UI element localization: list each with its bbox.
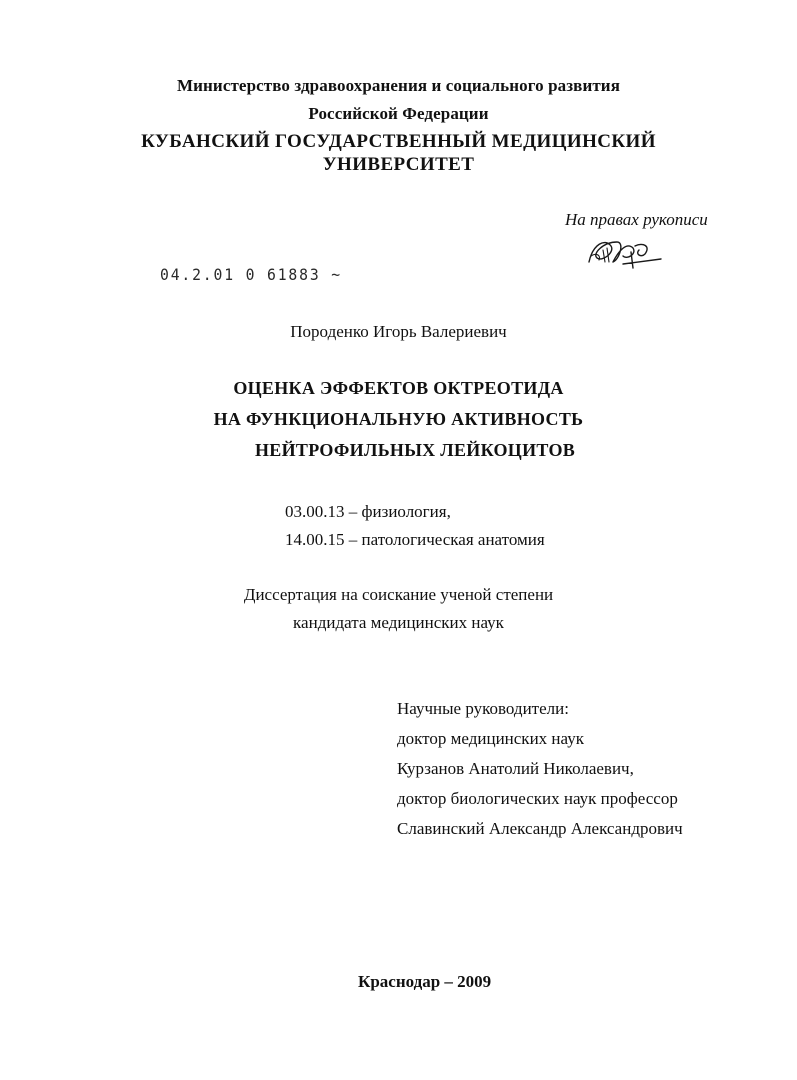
supervisor-line: доктор биологических наук профессор [397, 789, 678, 808]
dissertation-degree-line-1: Диссертация на соискание ученой степени [243, 585, 554, 604]
supervisor-line: Славинский Александр Александрович [397, 819, 683, 838]
specialty-physiology: 03.00.13 – физиология, [285, 502, 451, 521]
ministry-line-1: Министерство здравоохранения и социального развития [177, 76, 620, 95]
registration-number: 04.2.01 0 61883 ~ [160, 265, 342, 284]
title-line-3: НЕЙТРОФИЛЬНЫХ ЛЕЙКОЦИТОВ [255, 440, 576, 460]
handwritten-signature [583, 232, 663, 272]
dissertation-degree-line-2: кандидата медицинских наук [293, 613, 504, 632]
supervisors-heading: Научные руководители: [397, 699, 569, 718]
ministry-line-2: Российской Федерации [308, 104, 489, 123]
title-line-1: ОЦЕНКА ЭФФЕКТОВ ОКТРЕОТИДА [233, 378, 564, 398]
university-line-2: УНИВЕРСИТЕТ [322, 154, 475, 175]
specialty-pathology: 14.00.15 – патологическая анатомия [285, 530, 545, 549]
supervisor-line: доктор медицинских наук [397, 729, 584, 748]
city-year: Краснодар – 2009 [358, 972, 492, 991]
signature-icon [583, 232, 663, 272]
author-name: Породенко Игорь Валериевич [290, 322, 507, 341]
university-line-1: КУБАНСКИЙ ГОСУДАРСТВЕННЫЙ МЕДИЦИНСКИЙ [141, 131, 656, 152]
supervisors-block [397, 694, 683, 844]
title-line-2: НА ФУНКЦИОНАЛЬНУЮ АКТИВНОСТЬ [213, 409, 584, 429]
supervisor-line: Курзанов Анатолий Николаевич, [397, 759, 634, 778]
rights-note: На правах рукописи [565, 210, 708, 229]
